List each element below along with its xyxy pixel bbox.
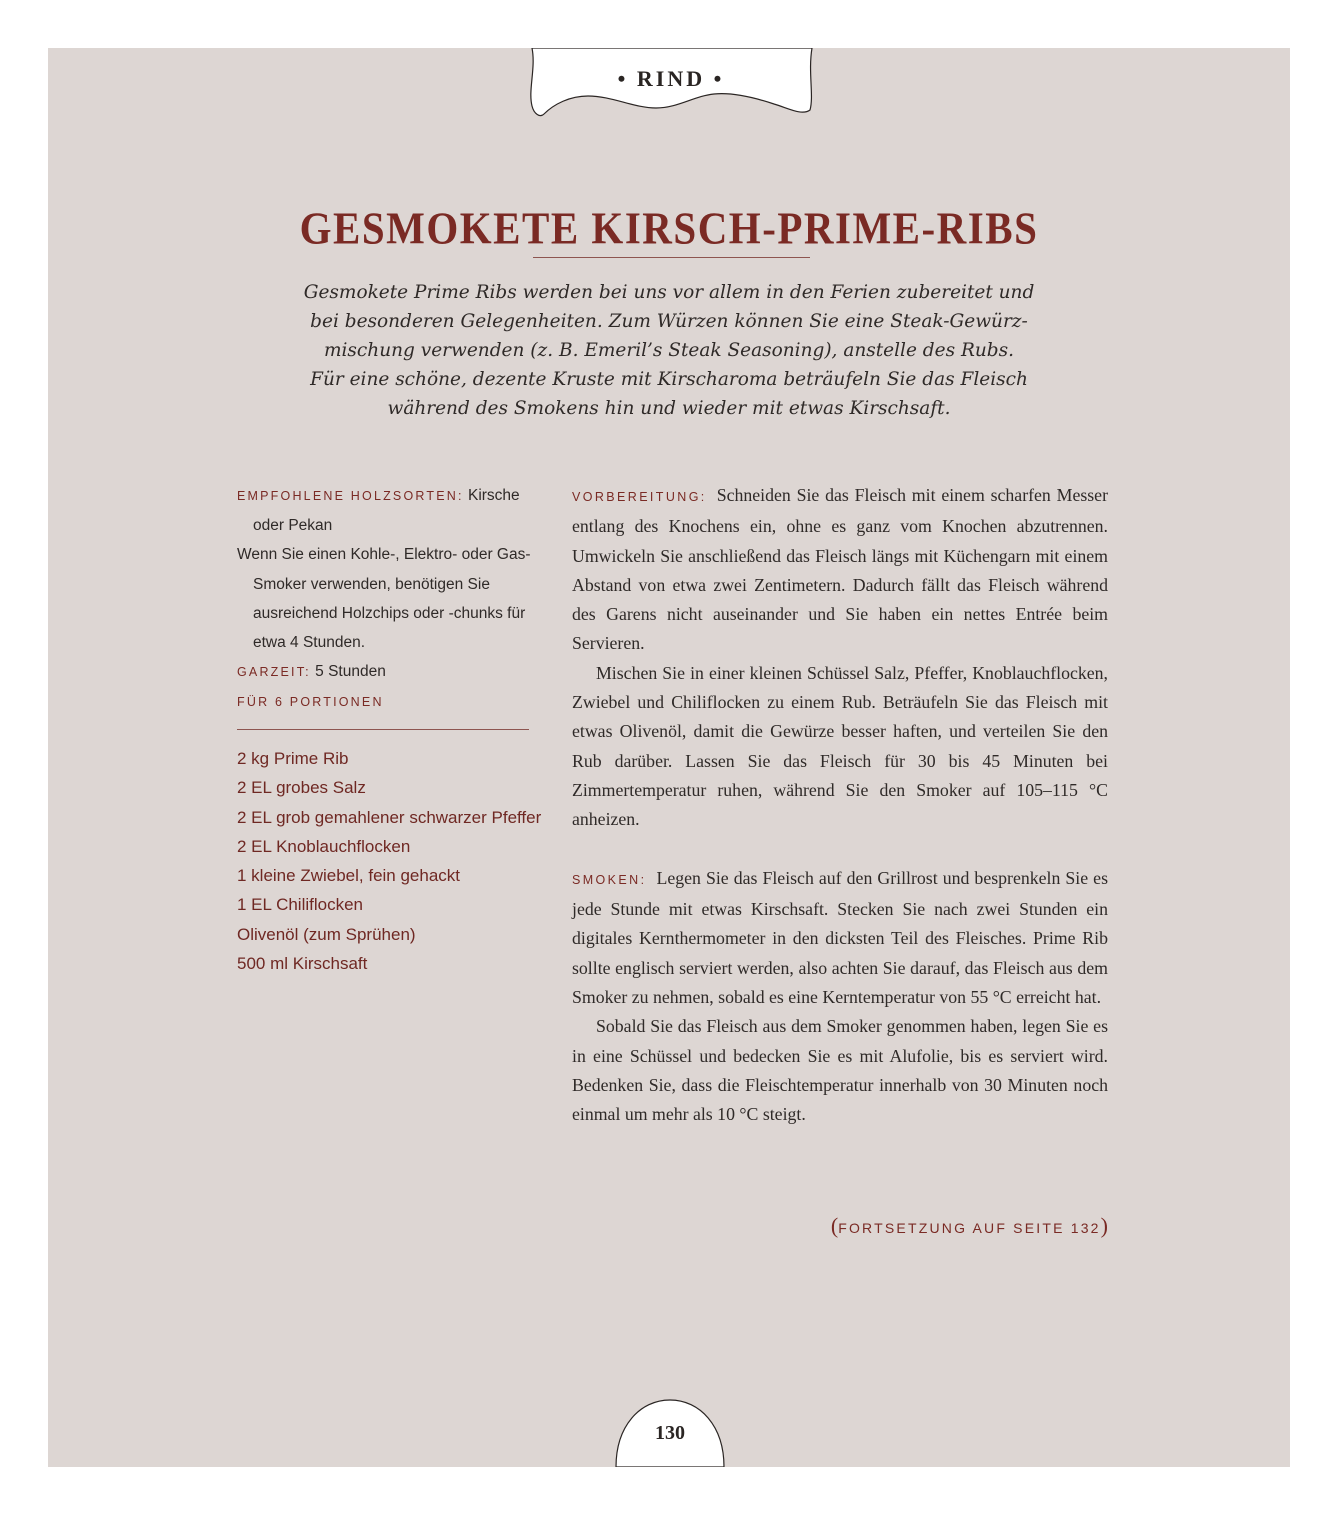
ingredient-item: 2 EL Knoblauchflocken — [237, 836, 411, 856]
smoke-text-1: Legen Sie das Fleisch auf den Grillrost und besprenkeln Sie es jede Stunde mit etwas Kirschsaft. Stecken Sie nach zwei Stunden ein digitales Kernthermometer in den dicksten Teil des Fleisches. Prime Rib sollte englisch serviert werden, also achten Sie darauf, das Fleisch aus dem Smoker zu nehmen, sobald es eine Kerntemperatur von 55 °C erreicht hat. — [572, 867, 1108, 1008]
intro-line: bei besonderen Gelegenheiten. Zum Würzen können Sie eine Steak-Gewürz- — [310, 311, 1028, 332]
ingredient-item: 2 EL grobes Salz — [237, 778, 366, 798]
prep-paragraph-2: Mischen Sie in einer kleinen Schüssel Salz, Pfeffer, Knoblauchflocken, Zwiebel und Chiliflocken zu einem Rub. Beträufeln Sie das Fleisch mit etwas Olivenöl, damit die Gewürze besser haften, und verteilen Sie den Rub darüber. Lassen Sie das Fleisch für 30 bis 45 Minuten bei Zimmertemperatur ruhen, während Sie den Smoker auf 105–115 °C anheizen. — [572, 662, 1108, 830]
prep-label: VORBEREITUNG: — [572, 490, 707, 504]
continuation-open-paren: ( — [830, 1213, 839, 1238]
portions-label: FÜR 6 PORTIONEN — [237, 695, 384, 710]
section-dot-left: • — [617, 66, 629, 91]
smoker-note: Wenn Sie einen Kohle-, Elektro- oder Gas-Smoker verwenden, benötigen Sie ausreichend Holzchips oder -chunks für etwa 4 Stunden. — [237, 546, 531, 652]
ingredient-item: 1 kleine Zwiebel, fein gehackt — [237, 866, 461, 886]
portions — [237, 687, 552, 717]
instructions — [572, 481, 1108, 1130]
smoke-paragraph-2: Sobald Sie das Fleisch aus dem Smoker genommen haben, legen Sie es in eine Schüssel und bedecken Sie es mit Alufolie, bis es serviert wird. Bedenken Sie, dass die Fleischtemperatur innerhalb von 30 Minuten noch einmal um mehr als 10 °C steigt. — [572, 1016, 1108, 1125]
cook-time-value: 5 Stunden — [315, 663, 386, 681]
smoke-label: SMOKEN: — [572, 872, 647, 887]
ingredient-item: 2 kg Prime Rib — [237, 749, 349, 768]
ingredient-list — [237, 744, 557, 978]
intro-line: während des Smokens hin und wieder mit etwas Kirschsaft. — [387, 398, 951, 419]
intro-line: Für eine schöne, dezente Kruste mit Kirscharoma beträufeln Sie das Fleisch — [310, 369, 1028, 390]
cook-time-label: GARZEIT: — [237, 665, 311, 680]
smoke-paragraph-1 — [572, 864, 1108, 1012]
prep-text-1: Schneiden Sie das Fleisch mit einem scharfen Messer entlang des Knochens ein, ohne es ganz vom Knochen abzutrennen. Umwickeln Sie anschließend das Fleisch längs mit Küchengarn mit einem Abstand von etwa zwei Zentimetern. Dadurch fällt das Fleisch während des Garens nicht auseinander und Sie haben ein nettes Entrée beim Servieren. — [572, 485, 1108, 654]
section-name: RIND — [636, 66, 706, 91]
ingredient-item: 1 EL Chiliflocken — [237, 895, 363, 915]
recipe-meta — [237, 481, 552, 718]
section-dot-right: • — [713, 66, 725, 91]
paragraph-gap — [572, 835, 1108, 864]
wood-types-value: Kirsche oder Pekan — [253, 487, 520, 535]
section-label — [596, 66, 746, 92]
prep-paragraph-1 — [572, 481, 1108, 659]
wood-types — [237, 481, 552, 540]
recipe-title: GESMOKETE KIRSCH-PRIME-RIBS — [299, 202, 1039, 254]
title-divider — [533, 257, 810, 258]
ingredients-divider — [237, 729, 529, 730]
continuation-note — [748, 1213, 1108, 1239]
intro-line: Gesmokete Prime Ribs werden bei uns vor allem in den Ferien zubereitet und — [303, 282, 1035, 303]
ingredient-item: Olivenöl (zum Sprühen) — [237, 924, 416, 944]
continuation-close-paren: ) — [1100, 1213, 1108, 1238]
continuation-text: FORTSETZUNG AUF SEITE 132 — [838, 1220, 1101, 1236]
recipe-page — [48, 48, 1290, 1467]
ingredient-item: 500 ml Kirschsaft — [237, 954, 368, 974]
wood-types-label: EMPFOHLENE HOLZSORTEN: — [237, 489, 464, 503]
page-number: 130 — [655, 1422, 685, 1444]
intro-line: mischung verwenden (z. B. Emeril’s Steak Seasoning), anstelle des Rubs. — [323, 340, 1015, 361]
cook-time — [237, 657, 552, 687]
recipe-intro — [198, 278, 1140, 423]
ingredient-item: 2 EL grob gemahlener schwarzer Pfeffer — [237, 807, 542, 827]
